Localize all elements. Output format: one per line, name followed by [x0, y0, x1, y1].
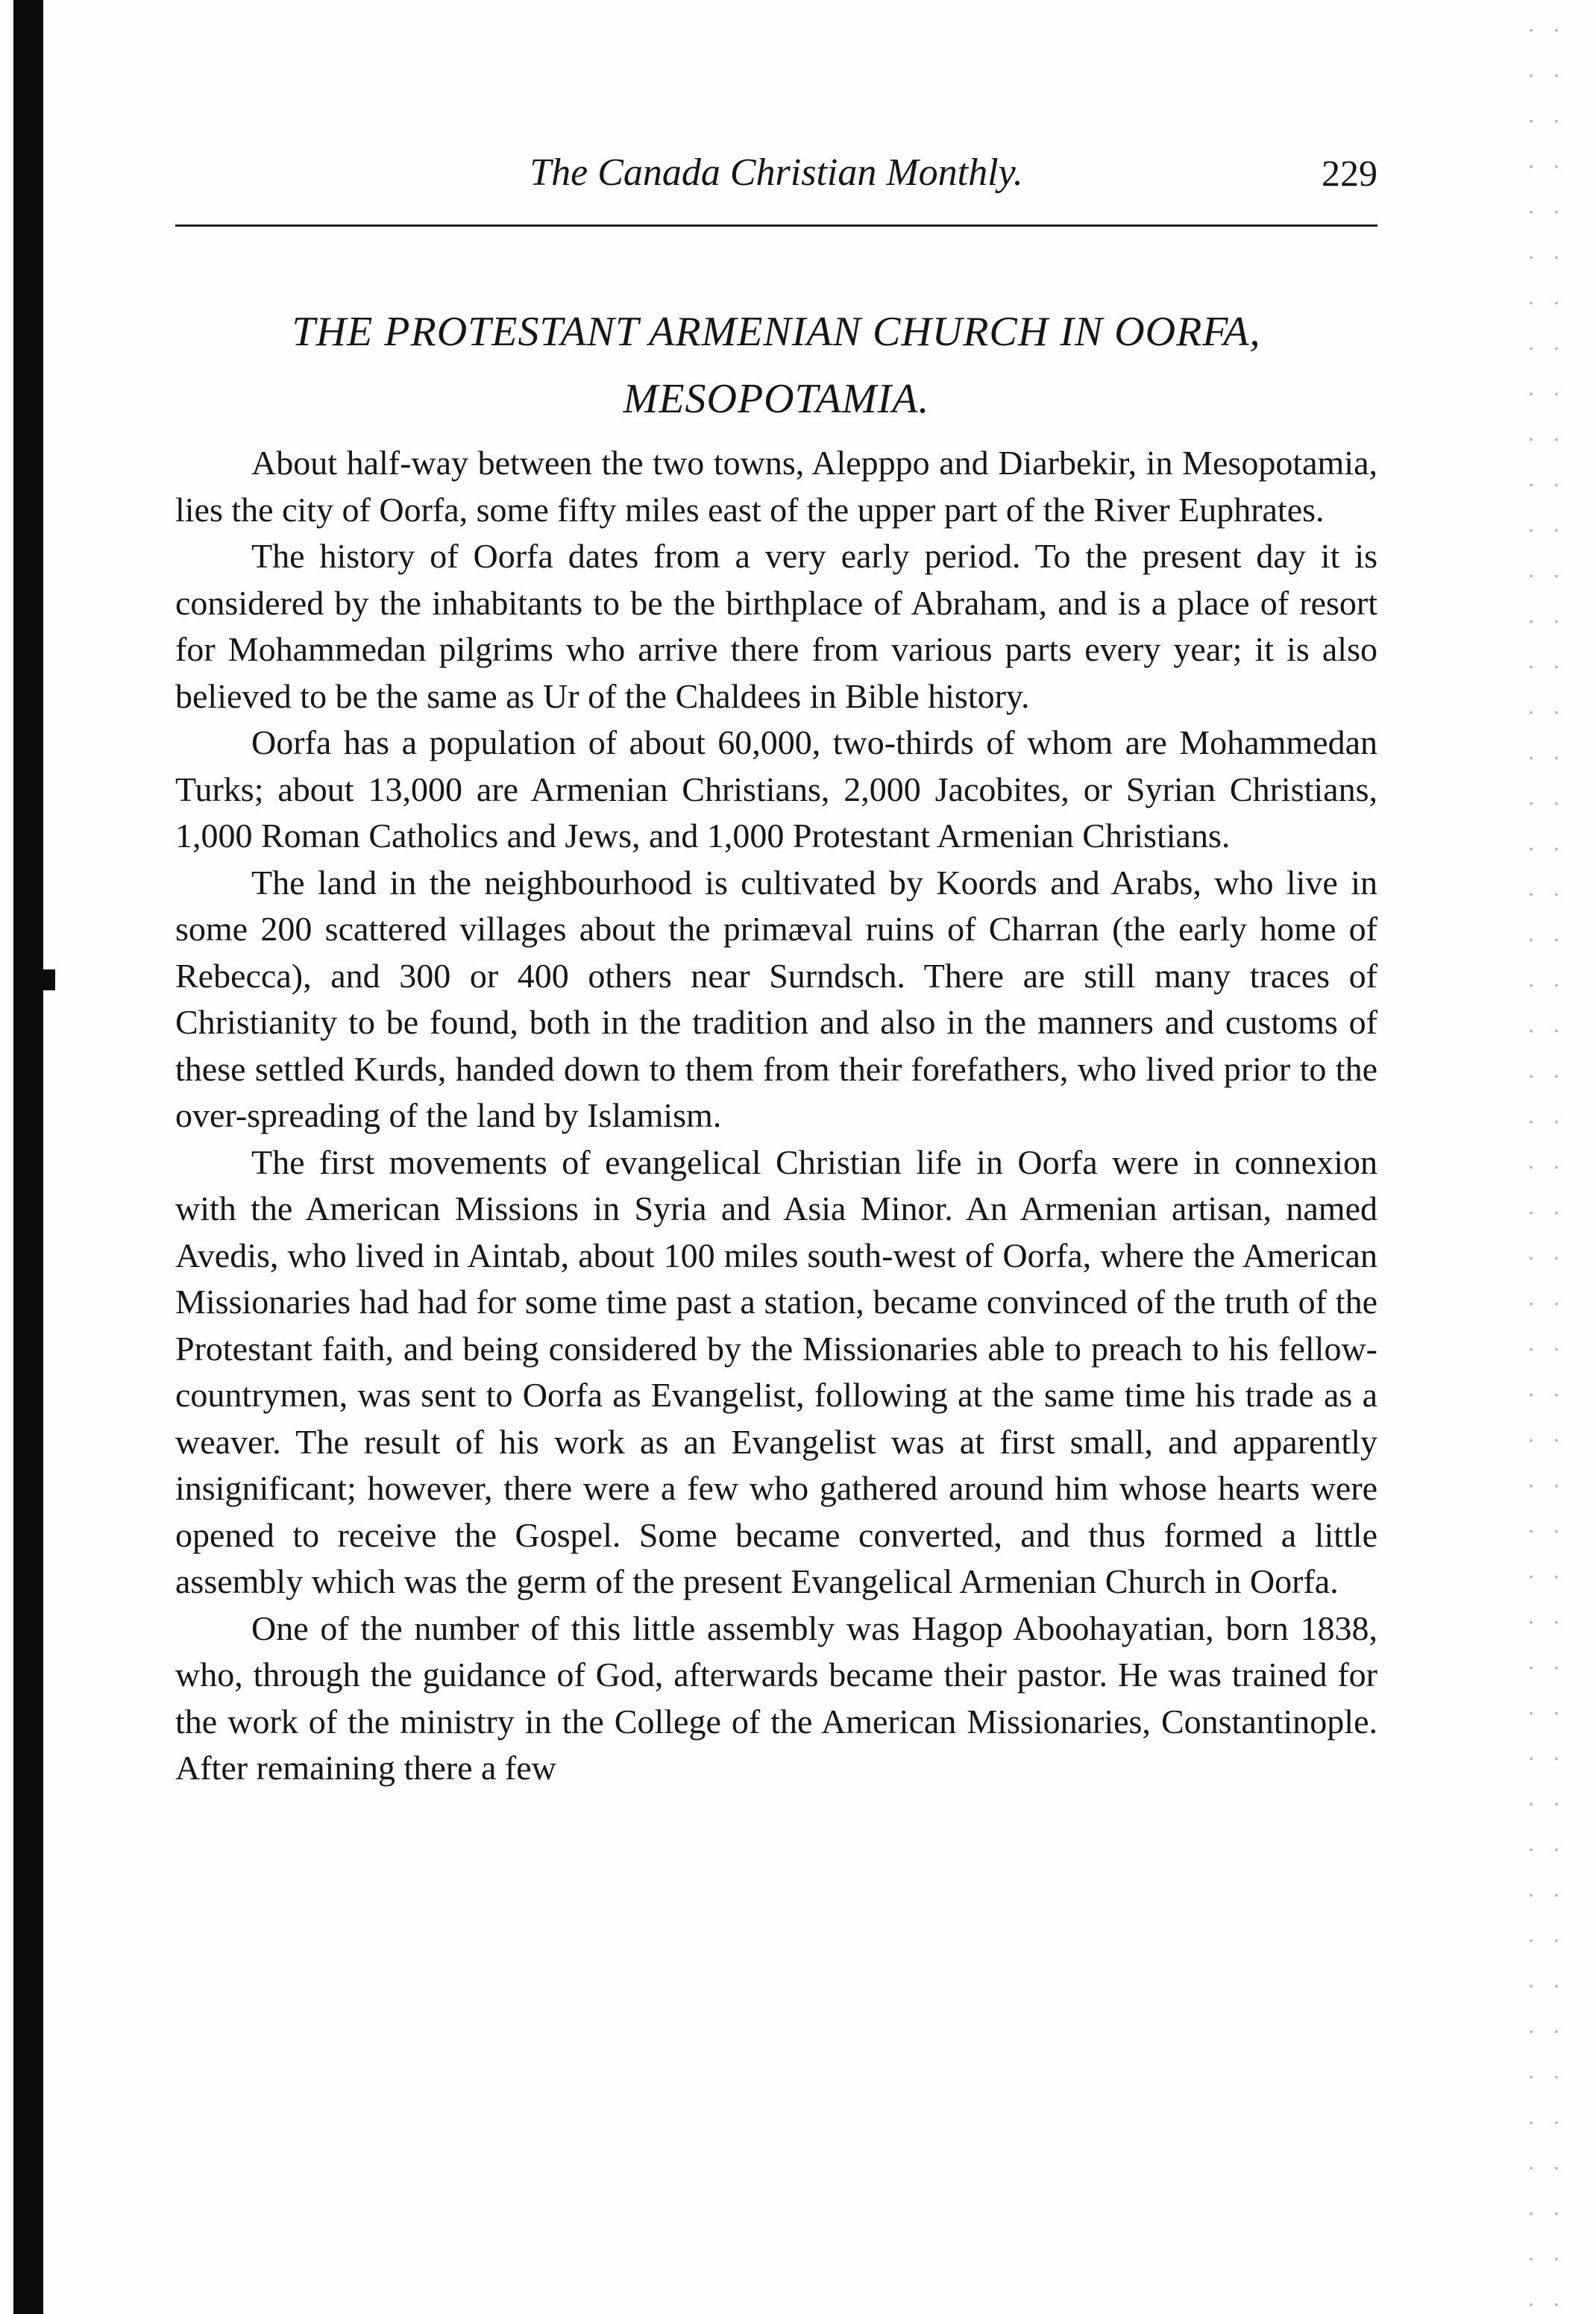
- paragraph: About half-way between the two towns, Alepppo and Diarbekir, in Mesopotamia, lies the city of Oorfa, some fifty miles east of the upper part of the River Euphrates.: [175, 444, 1377, 529]
- paragraph: The land in the neighbourhood is cultivated by Koords and Arabs, who live in some 200 scattered villages about the primæval ruins of Charran (the early home of Rebecca), and 300 or 400 others near Surndsch. There are still many traces of Christianity to be found, both in the tradition and also in the manners and customs of these settled Kurds, handed down to them from their forefathers, who lived prior to the over-spreading of the land by Islamism.: [175, 863, 1377, 1134]
- binding-shadow: [13, 0, 43, 2314]
- binding-mark: [43, 969, 55, 990]
- paragraph: The history of Oorfa dates from a very early period. To the present day it is considered by the inhabitants to be the birthplace of Abraham, and is a place of resort for Mohammedan pilgrims who arrive there from various parts every year; it is also believed to be the same as Ur of the Chaldees in Bible history.: [175, 537, 1377, 715]
- paragraph: One of the number of this little assembly was Hagop Aboohayatian, born 1838, who, through the guidance of God, afterwards became their pastor. He was trained for the work of the ministry in the College of the American Missionaries, Constantinople. After remaining there a few: [175, 1609, 1377, 1787]
- paragraph: Oorfa has a population of about 60,000, two-thirds of whom are Mohammedan Turks; about 13,000 are Armenian Christians, 2,000 Jacobites, or Syrian Christians, 1,000 Roman Catholics and Jews, and 1,000 Protestant Armenian Christians.: [175, 723, 1377, 855]
- page-edge-specks: [1514, 0, 1574, 2314]
- paragraph: The first movements of evangelical Christian life in Oorfa were in connexion with the American Missions in Syria and Asia Minor. An Armenian artisan, named Avedis, who lived in Aintab, about 100 miles south-west of Oorfa, where the American Missionaries had had for some time past a station, became convinced of the truth of the Protestant faith, and being considered by the Missionaries able to preach to his fellow-countrymen, was sent to Oorfa as Evangelist, following at the same time his trade as a weaver. The result of his work as an Evangelist was at first small, and apparently insignificant; however, there were a few who gathered around him whose hearts were opened to receive the Gospel. Some became converted, and thus formed a little assembly which was the germ of the present Evangelical Armenian Church in Oorfa.: [175, 1142, 1377, 1600]
- page-number: 229: [1322, 152, 1377, 194]
- running-header: [175, 148, 1377, 230]
- article-title: THE PROTESTANT ARMENIAN CHURCH IN OORFA, MESOPOTAMIA.: [292, 309, 1261, 422]
- header-rule: [175, 224, 1377, 227]
- running-title: The Canada Christian Monthly.: [530, 151, 1023, 194]
- article-body: [175, 440, 1377, 1792]
